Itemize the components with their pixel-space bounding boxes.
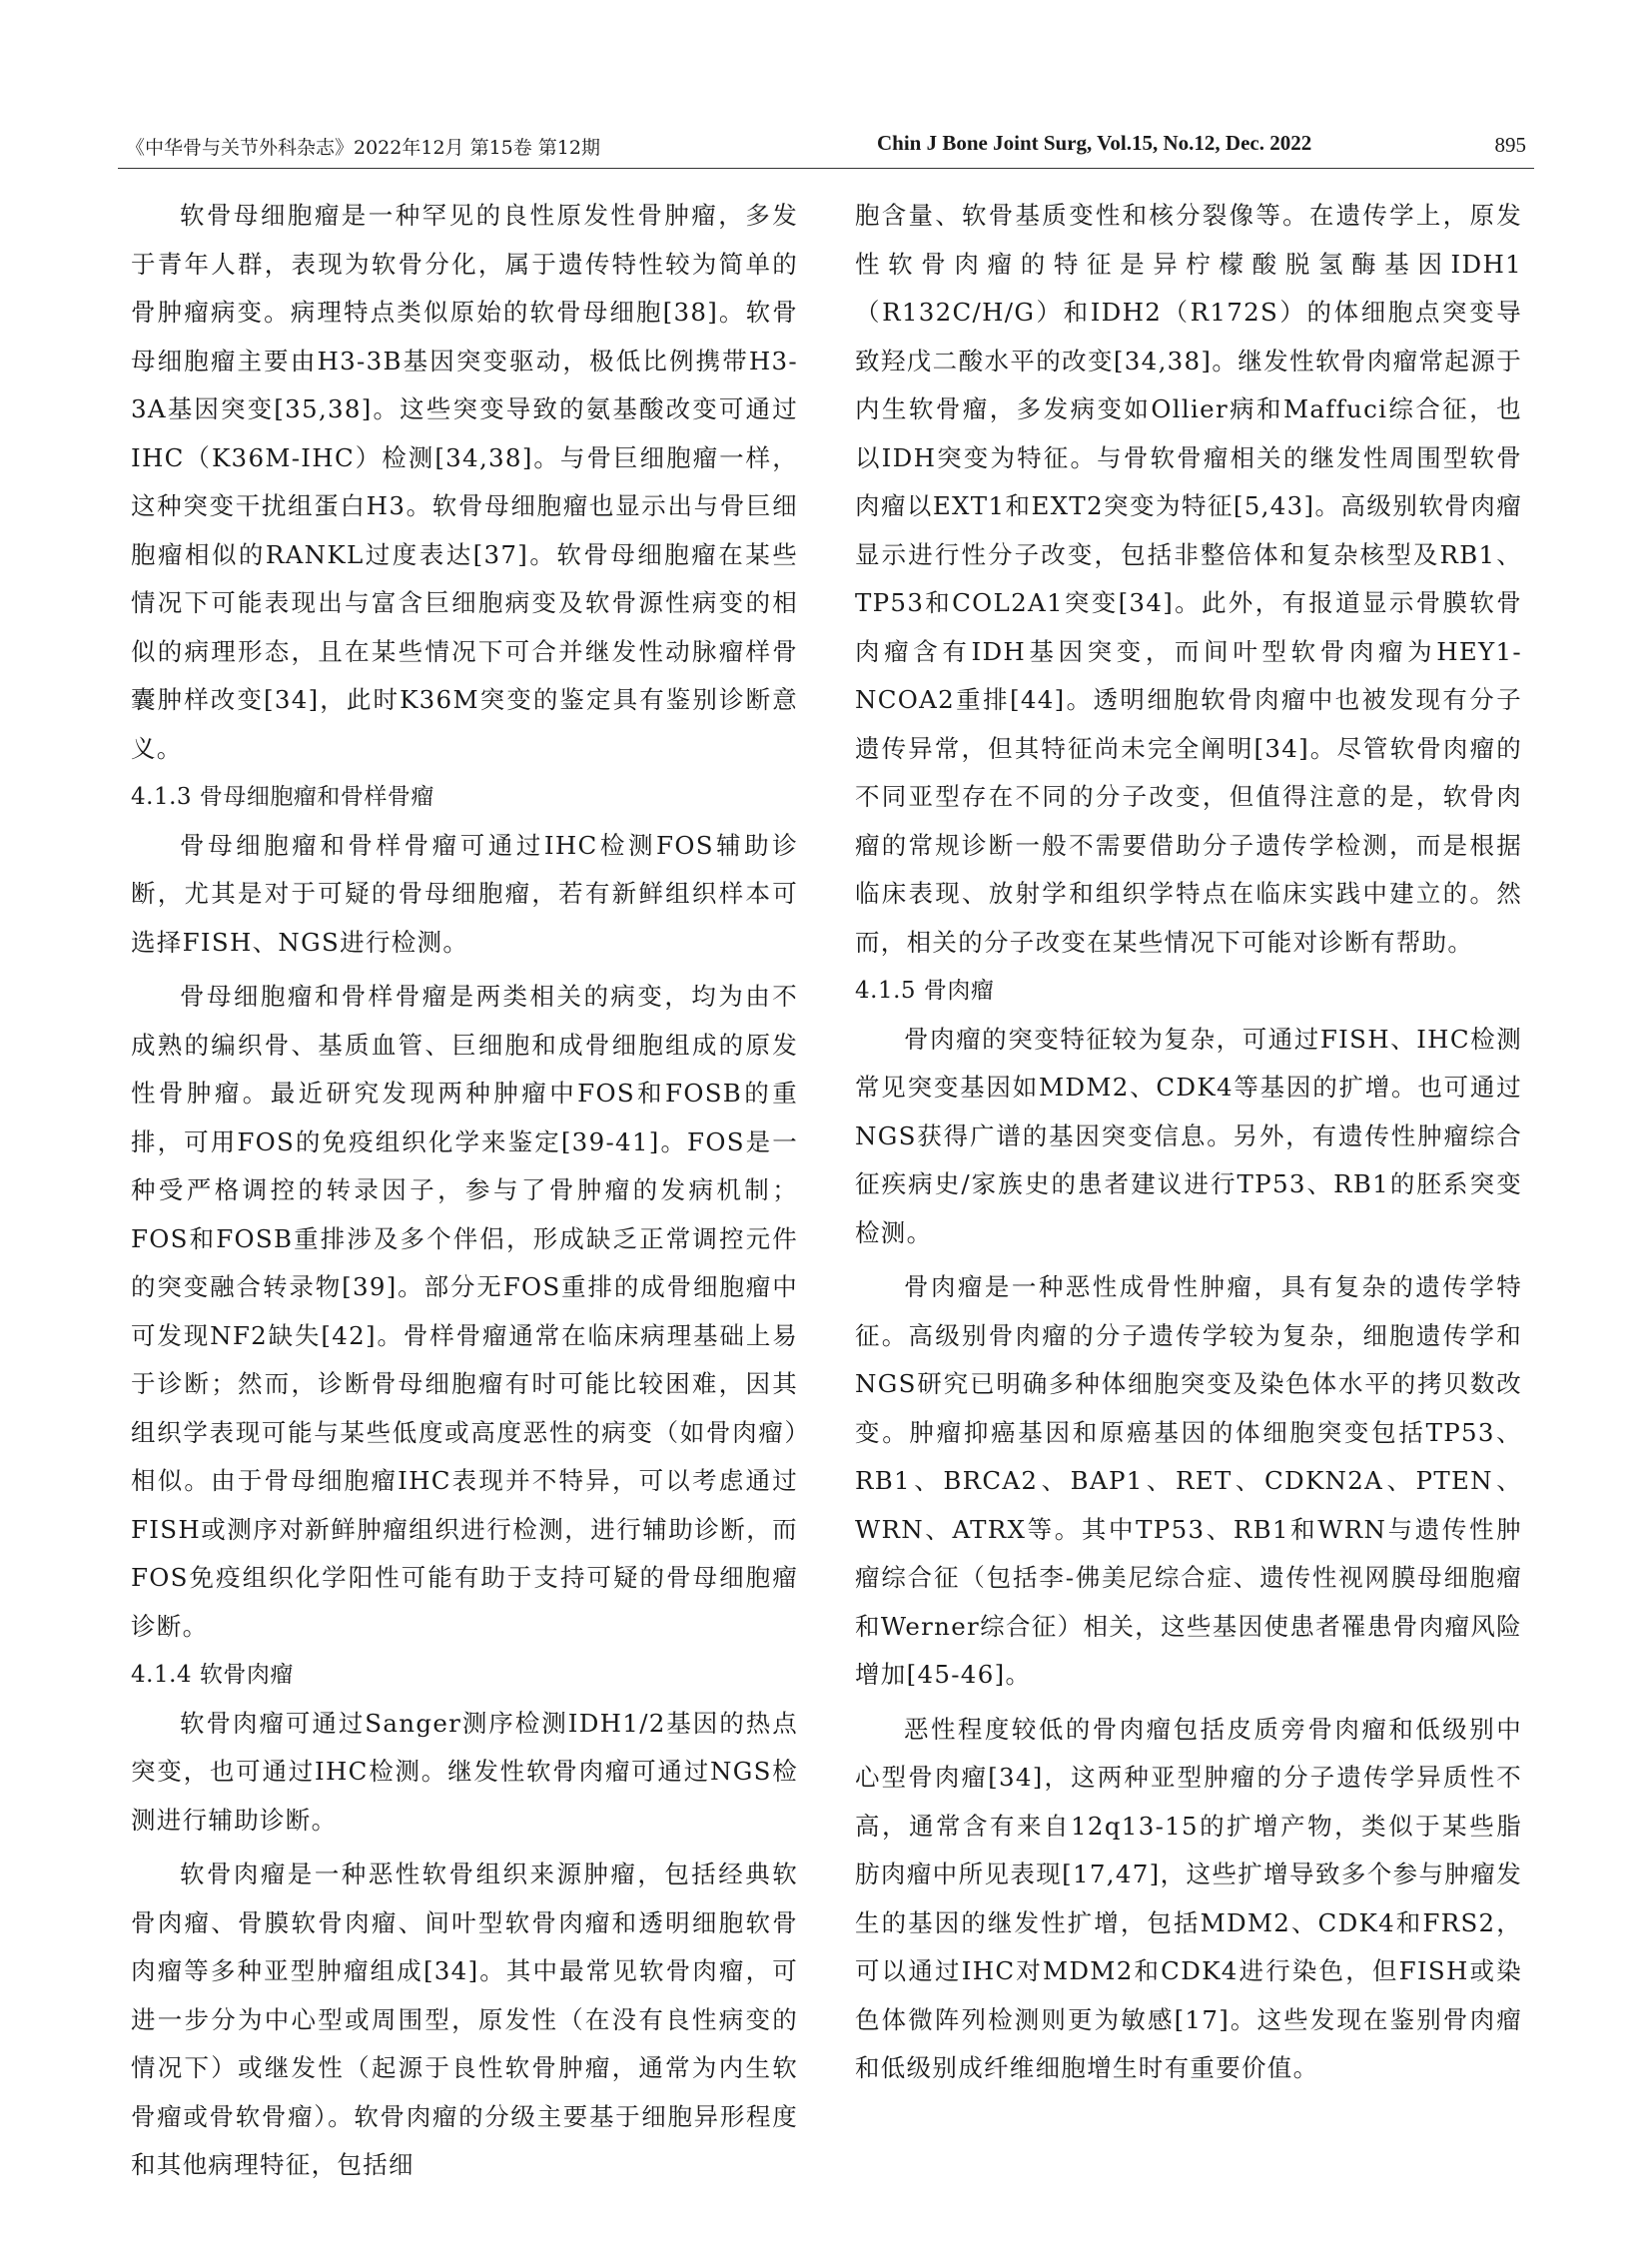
paragraph-chondrosarcoma-diagnosis: 软骨肉瘤可通过Sanger测序检测IDH1/2基因的热点突变，也可通过IHC检测。继发性软骨肉瘤可通过NGS检测进行辅助诊断。 xyxy=(131,1708,798,1835)
right-column xyxy=(855,192,1522,2093)
paragraph-chondroblastoma: 软骨母细胞瘤是一种罕见的良性原发性骨肿瘤，多发于青年人群，表现为软骨分化，属于遗传特性较为简单的骨肿瘤病变。病理特点类似原始的软骨母细胞[38]。软骨母细胞瘤主要由H3-3B基因突变驱动，极低比例携带H3-3A基因突变[35,38]。这些突变导致的氨基酸改变可通过IHC（K36M-IHC）检测[34,38]。与骨巨细胞瘤一样，这种突变干扰组蛋白H3。软骨母细胞瘤也显示出与骨巨细胞瘤相似的RANKL过度表达[37]。软骨母细胞瘤在某些情况下可能表现出与富含巨细胞病变及软骨源性病变的相似的病理形态，且在某些情况下可合并继发性动脉瘤样骨囊肿样改变[34]，此时K36M突变的鉴定具有鉴别诊断意义。 xyxy=(131,201,798,763)
paragraph-osteosarcoma-diagnosis: 骨肉瘤的突变特征较为复杂，可通过FISH、IHC检测常见突变基因如MDM2、CDK4等基因的扩增。也可通过NGS获得广谱的基因突变信息。另外，有遗传性肿瘤综合征疾病史/家族史的患者建议进行TP53、RB1的胚系突变检测。 xyxy=(855,1024,1522,1247)
paragraph-chondrosarcoma-continued: 胞含量、软骨基质变性和核分裂像等。在遗传学上，原发性软骨肉瘤的特征是异柠檬酸脱氢酶基因IDH1（R132C/H/G）和IDH2（R172S）的体细胞点突变导致羟戊二酸水平的改变[34,38]。继发性软骨肉瘤常起源于内生软骨瘤，多发病变如Ollier病和Maffuci综合征，也以IDH突变为特征。与骨软骨瘤相关的继发性周围型软骨肉瘤以EXT1和EXT2突变为特征[5,43]。高级别软骨肉瘤显示进行性分子改变，包括非整倍体和复杂核型及RB1、TP53和COL2A1突变[34]。此外，有报道显示骨膜软骨肉瘤含有IDH基因突变，而间叶型软骨肉瘤为HEY1-NCOA2重排[44]。透明细胞软骨肉瘤中也被发现有分子遗传异常，但其特征尚未完全阐明[34]。尽管软骨肉瘤的不同亚型存在不同的分子改变，但值得注意的是，软骨肉瘤的常规诊断一般不需要借助分子遗传学检测，而是根据临床表现、放射学和组织学特点在临床实践中建立的。然而，相关的分子改变在某些情况下可能对诊断有帮助。 xyxy=(855,201,1522,957)
section-heading-4-1-3: 4.1.3 骨母细胞瘤和骨样骨瘤 xyxy=(131,784,434,810)
page-number: 895 xyxy=(1494,133,1526,157)
paragraph-chondrosarcoma-details: 软骨肉瘤是一种恶性软骨组织来源肿瘤，包括经典软骨肉瘤、骨膜软骨肉瘤、间叶型软骨肉瘤和透明细胞软骨肉瘤等多种亚型肿瘤组成[34]。其中最常见软骨肉瘤，可进一步分为中心型或周围型，原发性（在没有良性病变的情况下）或继发性（起源于良性软骨肿瘤，通常为内生软骨瘤或骨软骨瘤）。软骨肉瘤的分级主要基于细胞异形程度和其他病理特征，包括细 xyxy=(131,1860,798,2179)
journal-title-en: Chin J Bone Joint Surg, Vol.15, No.12, Dec. 2022 xyxy=(877,131,1312,155)
paragraph-osteosarcoma-genetics: 骨肉瘤是一种恶性成骨性肿瘤，具有复杂的遗传学特征。高级别骨肉瘤的分子遗传学较为复杂，细胞遗传学和NGS研究已明确多种体细胞突变及染色体水平的拷贝数改变。肿瘤抑癌基因和原癌基因的体细胞突变包括TP53、RB1、BRCA2、BAP1、RET、CDKN2A、PTEN、WRN、ATRX等。其中TP53、RB1和WRN与遗传性肿瘤综合征（包括李-佛美尼综合症、遗传性视网膜母细胞瘤和Werner综合征）相关，这些基因使患者罹患骨肉瘤风险增加[45-46]。 xyxy=(855,1272,1522,1689)
paragraph-osteoblastoma-details: 骨母细胞瘤和骨样骨瘤是两类相关的病变，均为由不成熟的编织骨、基质血管、巨细胞和成骨细胞组成的原发性骨肿瘤。最近研究发现两种肿瘤中FOS和FOSB的重排，可用FOS的免疫组织化学来鉴定[39-41]。FOS是一种受严格调控的转录因子，参与了骨肿瘤的发病机制；FOS和FOSB重排涉及多个伴侣，形成缺乏正常调控元件的突变融合转录物[39]。部分无FOS重排的成骨细胞瘤中可发现NF2缺失[42]。骨样骨瘤通常在临床病理基础上易于诊断；然而，诊断骨母细胞瘤有时可能比较困难，因其组织学表现可能与某些低度或高度恶性的病变（如骨肉瘤）相似。由于骨母细胞瘤IHC表现并不特异，可以考虑通过FISH或测序对新鲜肿瘤组织进行检测，进行辅助诊断，而FOS免疫组织化学阳性可能有助于支持可疑的骨母细胞瘤诊断。 xyxy=(131,982,798,1641)
section-heading-4-1-5: 4.1.5 骨肉瘤 xyxy=(855,978,995,1004)
section-heading-4-1-4: 4.1.4 软骨肉瘤 xyxy=(131,1662,294,1688)
journal-title-cn: 《中华骨与关节外科杂志》2022年12月 第15卷 第12期 xyxy=(126,137,600,159)
paragraph-osteoblastoma-diagnosis: 骨母细胞瘤和骨样骨瘤可通过IHC检测FOS辅助诊断，尤其是对于可疑的骨母细胞瘤，若有新鲜组织样本可选择FISH、NGS进行检测。 xyxy=(131,830,798,957)
left-column xyxy=(131,192,798,2190)
paragraph-low-grade-osteosarcoma: 恶性程度较低的骨肉瘤包括皮质旁骨肉瘤和低级别中心型骨肉瘤[34]，这两种亚型肿瘤的分子遗传学异质性不高，通常含有来自12q13-15的扩增产物，类似于某些脂肪肉瘤中所见表现[17,47]，这些扩增导致多个参与肿瘤发生的基因的继发性扩增，包括MDM2、CDK4和FRS2，可以通过IHC对MDM2和CDK4进行染色，但FISH或染色体微阵列检测则更为敏感[17]。这些发现在鉴别骨肉瘤和低级别成纤维细胞增生时有重要价值。 xyxy=(855,1714,1522,2082)
running-header xyxy=(118,128,1534,169)
